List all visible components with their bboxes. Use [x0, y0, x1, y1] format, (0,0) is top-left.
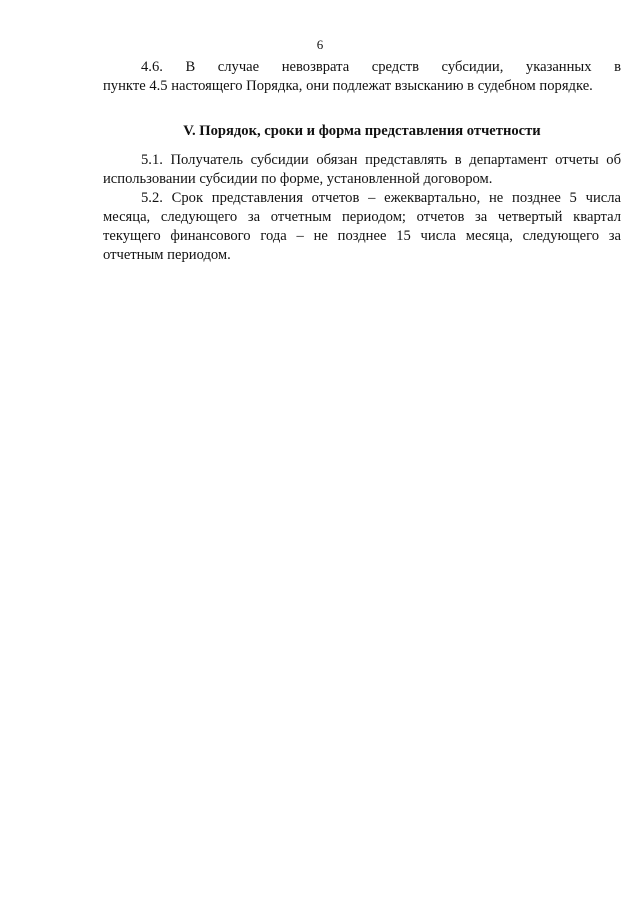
clause-5-1: 5.1. Получатель субсидии обязан представлять в департамент отчеты об использовании субсидии по форме, установленной договором. — [103, 152, 621, 187]
section-5-heading: V. Порядок, сроки и форма представления отчетности — [183, 123, 541, 139]
page-number: 6 — [316, 37, 324, 52]
clause-5-2: 5.2. Срок представления отчетов – ежеквартально, не позднее 5 числа месяца, следующего за отчетным периодом; отчетов за четвертый квартал текущего финансового года – не позднее 15 числа месяца, следующего за отчетным периодом. — [103, 190, 621, 263]
clause-4-6-line-2: пункте 4.5 настоящего Порядка, они подлежат взысканию в судебном порядке. — [103, 78, 593, 94]
document-body — [103, 58, 621, 265]
clause-4-6-line-1: 4.6. В случае невозврата средств субсидии, указанных в — [141, 59, 621, 75]
